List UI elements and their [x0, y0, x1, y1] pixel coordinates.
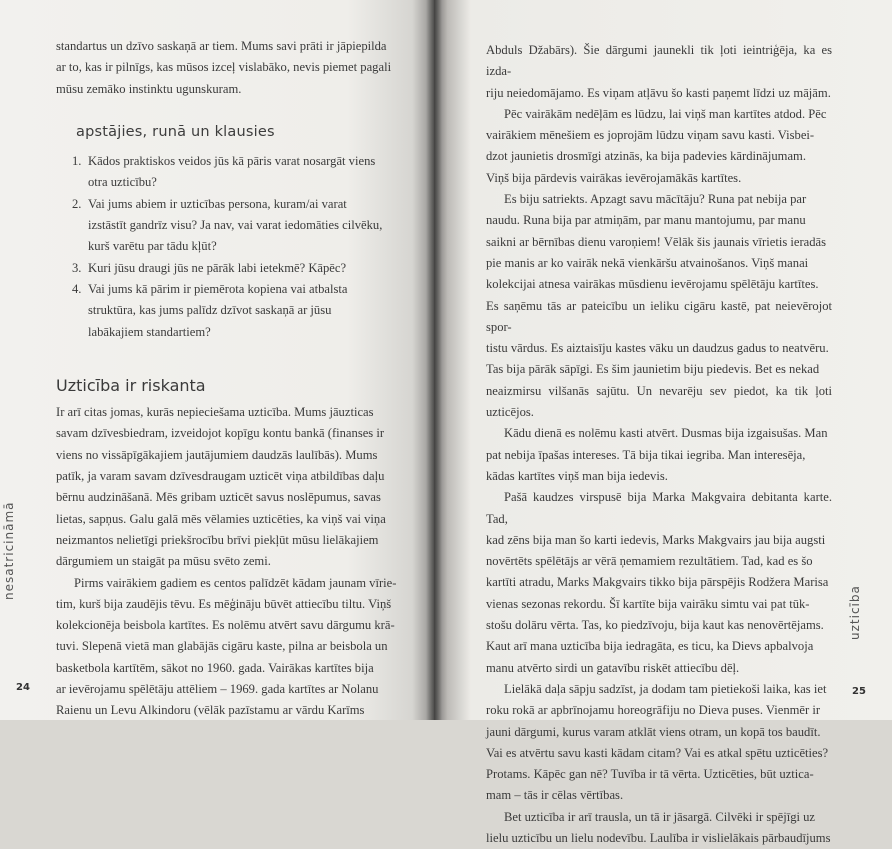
running-head-right: uzticība: [848, 585, 862, 640]
text-line: Kādos praktiskos veidos jūs kā pāris varat nosargāt viens: [88, 154, 376, 169]
question-item: [72, 194, 408, 258]
text-line: Kuri jūsu draugi jūs ne pārāk labi ietekmē? Kāpēc?: [88, 260, 347, 275]
text-line: jauni dārgumi, kurus varam atklāt viens otram, un kopā tos baudīt.: [486, 724, 821, 739]
question-item: [72, 258, 408, 279]
question-number: 3.: [72, 260, 82, 275]
text-line: savam dzīvesbiedram, izveidojot kopīgu kontu bankā (finanses ir: [56, 426, 385, 441]
text-line: pat nebija īpašas intereses. Tā bija tikai iegriba. Man interesēja,: [486, 447, 806, 462]
text-line: stošu dolāru vērta. Tas, ko piedzīvoju, bija kaut kas nenovērtējams.: [486, 618, 824, 633]
text-line: kad zēns bija man šo karti iedevis, Marks Makgvairs jau bija augsti: [486, 532, 826, 547]
text-line: naudu. Runa bija par atmiņām, par manu mantojumu, par manu: [486, 213, 806, 228]
text-line: Es biju satriekts. Apzagt savu mācītāju? Runa pat nebija par: [504, 192, 807, 207]
text-line: lietas, sapņus. Galu galā mēs vēlamies uzticēties, ka viņš vai viņa: [56, 511, 386, 526]
book-binding: [426, 0, 442, 720]
text-line: Pašā kaudzes virspusē bija Marka Makgvaira debitanta karte. Tad,: [486, 490, 832, 526]
text-line: mam – tās ir cēlas vērtības.: [486, 788, 624, 803]
question-item: [72, 151, 408, 194]
text-line: ar ievērojamu spēlētāju attēliem – 1969. gada kartītes ar Nolanu: [56, 682, 379, 697]
page-number-right: 25: [852, 686, 866, 697]
text-line: izstāstīt gandrīz visu? Ja nav, vai varat iedomāties cilvēku,: [88, 218, 383, 233]
paragraph: [56, 573, 408, 722]
text-line: Vai jums kā pārim ir piemērota kopiena vai atbalsta: [88, 281, 348, 296]
text-line: vairākiem mēnešiem es joprojām lūdzu viņam savu kasti. Visbei-: [486, 128, 815, 143]
text-line: Es saņēmu tās ar pateicību un ieliku cigāru kastē, pat neievērojot spor-: [486, 298, 832, 334]
text-line: pie manis ar ko vairāk nekā vienkāršu atvainošanos. Viņš manai: [486, 255, 809, 270]
text-line: kartīti atradu, Marks Makgvairs tikko bija pārspējis Rodžera Marisa: [486, 575, 829, 590]
text-line: tim, kurš bija zaudējis tēvu. Es mēģināju būvēt attiecību tiltu. Viņš: [56, 596, 392, 611]
text-line: roku rokā ar apbrīnojamu horeogrāfiju no Dieva puses. Vienmēr ir: [486, 703, 821, 718]
text-line: bērnu audzināšanā. Mēs gribam uzticēt savus noslēpumus, savas: [56, 490, 381, 505]
text-line: Pēc vairākām nedēļām es lūdzu, lai viņš man kartītes atdod. Pēc: [504, 106, 827, 121]
text-line: dzot jaunietis drosmīgi atzinās, ka bija padevies kārdinājumam.: [486, 149, 807, 164]
text-line: Lielākā daļa sāpju sadzīst, ja dodam tam pietiekoši laika, kas iet: [504, 681, 827, 696]
text-line: Pirms vairākiem gadiem es centos palīdzēt kādam jaunam vīrie-: [74, 575, 397, 590]
text-line: Kaut arī mana uzticība bija iedragāta, es ticu, ka Dievs apbalvoja: [486, 639, 814, 654]
text-line: neaizmirsu vilšanās sajūtu. Un nevarēju sev piedot, ka tik ļoti uzticējos.: [486, 383, 832, 420]
text-line: basketbola kartītēm, sākot no 1960. gada. Vairākas kartītes bija: [56, 660, 374, 675]
chapter-heading: Uzticība ir riskanta: [56, 375, 206, 395]
intro-paragraph: [56, 36, 408, 100]
text-line: tistu vārdus. Es aiztaisīju kastes vāku un daudzus gadus to neatvēru.: [486, 341, 829, 356]
text-line: lielu uzticību un lielu nodevību. Laulība ir vislielākais pārbaudījums: [486, 830, 831, 845]
text-line: vienas sezonas rekordu. Šī kartīte bija vairāku simtu vai pat tūk-: [486, 596, 810, 611]
text-line: Bet uzticība ir arī trausla, un tā ir jāsargā. Cilvēki ir spējīgi uz: [504, 809, 816, 824]
page-number-left: 24: [16, 682, 30, 693]
text-line: viens no vissāpīgākajiem jautājumiem daudzās laulībās). Mums: [56, 447, 378, 462]
text-line: standartus un dzīvo saskaņā ar tiem. Mums savi prāti ir jāpiepilda: [56, 39, 387, 53]
text-line: ar to, kas ir pilnīgs, kas mūsos izceļ vislabāko, nevis piemet pagali: [56, 60, 392, 75]
text-line: Raienu un Levu Alkindoru (vēlāk pazīstamu ar vārdu Karīms: [56, 703, 365, 718]
text-line: Viņš bija pārdevis vairākas ievērojamākās kartītes.: [486, 170, 742, 185]
text-line: riju neiedomājamo. Es viņam atļāvu šo kasti paņemt līdzi uz mājām.: [486, 85, 831, 100]
text-line: Ir arī citas jomas, kurās nepieciešama uzticība. Mums jāuzticas: [56, 405, 374, 420]
text-line: kādas kartītes viņš man bija iedevis.: [486, 468, 668, 483]
text-line: Kādu dienā es nolēmu kasti atvērt. Dusmas bija izgaisušas. Man: [504, 426, 828, 441]
question-item: [72, 279, 408, 343]
left-page-text: [56, 36, 408, 722]
right-page-text: [486, 40, 832, 849]
text-line: novērtēts spēlētājs ar vērā ņemamiem rezultātiem. Tad, kad es šo: [486, 554, 813, 569]
text-line: Vai jums abiem ir uzticības persona, kuram/ai varat: [88, 196, 347, 211]
text-line: kolekcijai atnesa vairākas mūsdienu ievērojamu spēlētāju kartītes.: [486, 277, 819, 292]
paragraph: [56, 402, 408, 572]
question-number: 1.: [72, 154, 82, 169]
text-line: Vai es atvērtu savu kasti kādam citam? Vai es atkal spētu uzticēties?: [486, 745, 829, 760]
text-line: labākajiem standartiem?: [88, 324, 211, 339]
text-line: struktūra, kas jums palīdz dzīvot saskaņā ar jūsu: [88, 303, 332, 318]
text-line: dārgumiem un staigāt pa mūsu svēto zemi.: [56, 554, 271, 569]
text-line: kurš varētu par tādu kļūt?: [88, 239, 217, 254]
text-line: Abduls Džabārs). Šie dārgumi jaunekli tik ļoti ieintriģēja, ka es izda-: [486, 43, 832, 79]
text-line: Protams. Kāpēc gan nē? Tuvība ir tā vērta. Uzticēties, būt uzticа-: [486, 767, 814, 782]
text-line: neizmantos nelietīgi priekšrocību brīvi piekļūt mūsu lielākajiem: [56, 532, 379, 547]
text-line: mūsu zemāko instinktu ugunskuram.: [56, 81, 242, 96]
text-line: saikni ar bērnības dienu varoņiem! Vēlāk šis jaunais vīrietis ieradās: [486, 234, 827, 249]
running-head-left: nesatricināmā: [2, 501, 16, 600]
text-line: tuvi. Slepenā vietā man glabājās cigāru kaste, pilna ar beisbola un: [56, 639, 388, 654]
text-line: manu atvērto sirdi un gatavību riskēt attiecību dēļ.: [486, 660, 740, 675]
text-line: otra uzticību?: [88, 175, 157, 190]
question-list: [56, 151, 408, 343]
question-number: 4.: [72, 281, 82, 296]
text-line: Tas bija pārāk sāpīgi. Es šim jaunietim biju piedevis. Bet es nekad: [486, 362, 820, 377]
section-heading: apstājies, runā un klausies: [76, 123, 275, 140]
text-line: patīk, ja varam savam dzīvesdraugam uzticēt viņa atbildības daļu: [56, 469, 385, 484]
text-line: kolekcionēja beisbola kartītes. Es nolēmu atvērt savu dārgumu krā-: [56, 618, 395, 633]
question-number: 2.: [72, 196, 82, 211]
